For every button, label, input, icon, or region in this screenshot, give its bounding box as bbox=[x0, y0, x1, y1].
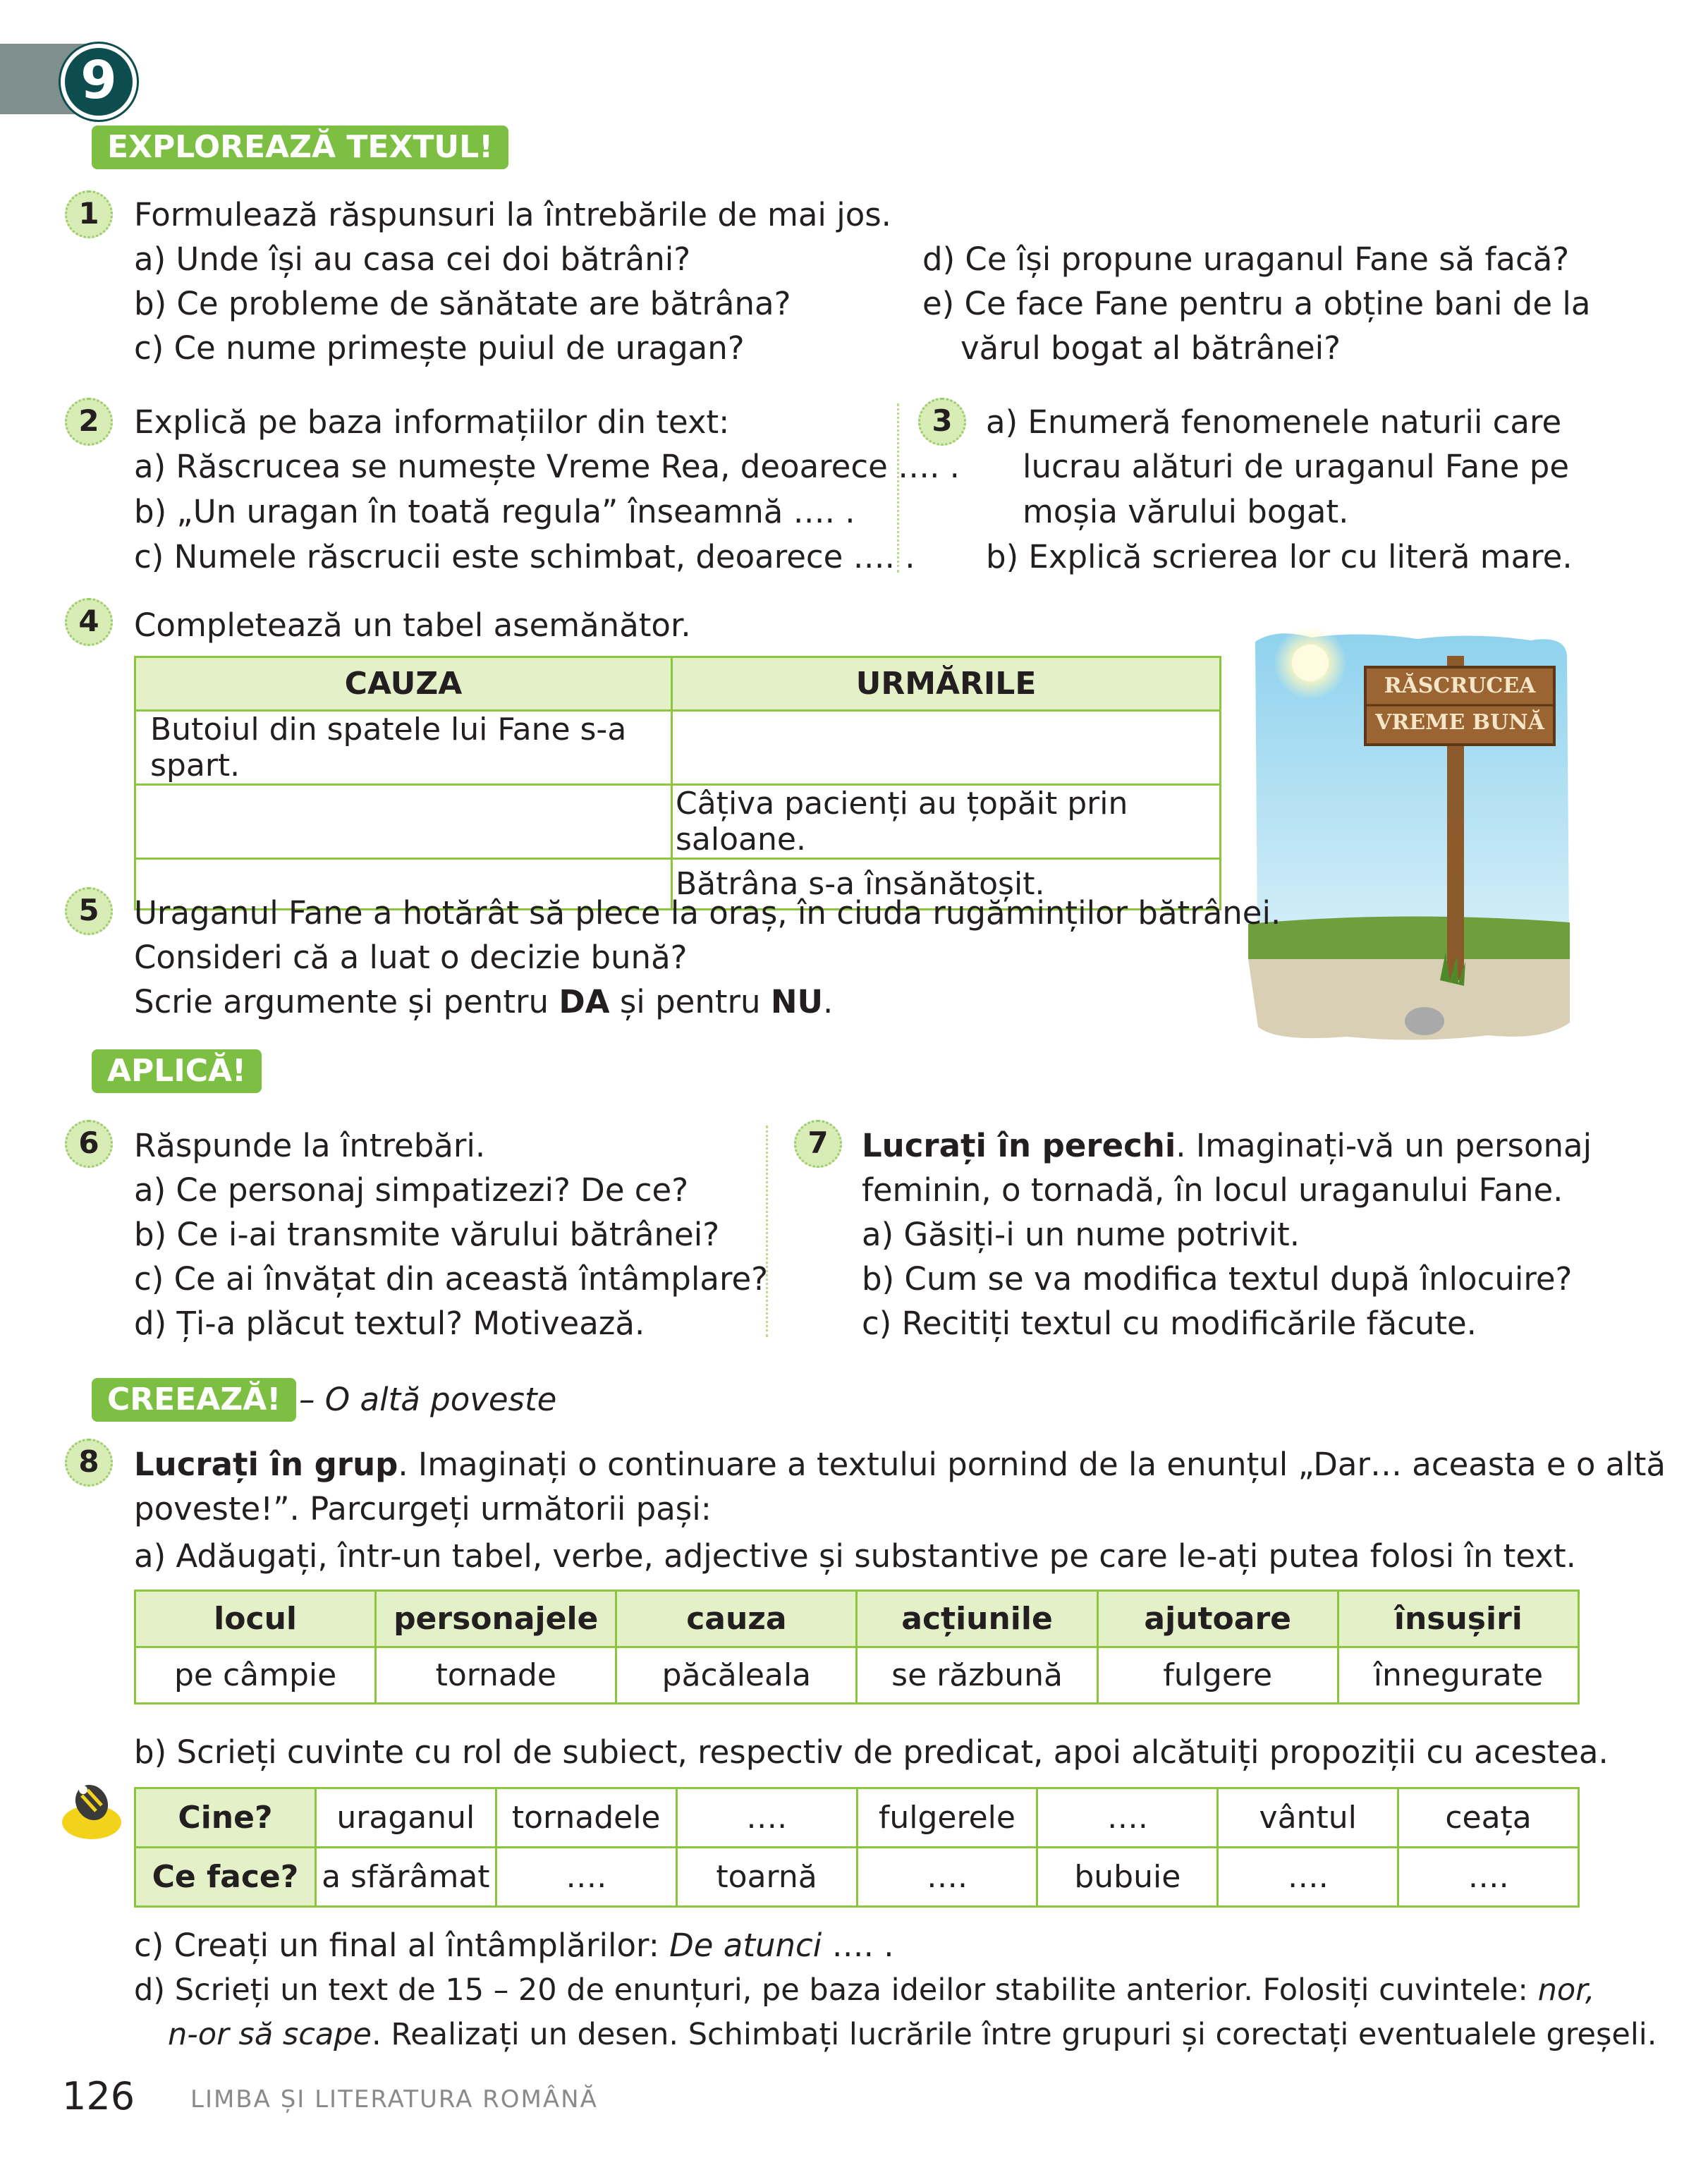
ex1-question-e-cont: vărul bogat al bătrânei? bbox=[960, 329, 1341, 367]
row-header-who: Cine? bbox=[135, 1788, 316, 1848]
exercise-number-1: 1 bbox=[65, 190, 113, 238]
lesson-badge: 9 bbox=[61, 44, 137, 120]
ex5-yes: DA bbox=[559, 983, 610, 1020]
ex8-c-italic: De atunci bbox=[669, 1927, 822, 1964]
table-cell: uraganul bbox=[315, 1788, 496, 1848]
table-cell bbox=[135, 785, 672, 859]
col-header: acțiunile bbox=[857, 1591, 1097, 1647]
ex8-line1-rest: . Imaginați o continuare a textului pornind de la enunțul „Dar… aceasta e o altă bbox=[398, 1446, 1666, 1483]
exercise-number-2: 2 bbox=[65, 398, 113, 446]
table-cell: Câțiva pacienți au țopăit prin saloane. bbox=[672, 785, 1221, 859]
ex1-question-d: d) Ce își propune uraganul Fane să facă? bbox=[922, 240, 1570, 278]
ex4-prompt: Completează un tabel asemănător. bbox=[134, 606, 691, 644]
apply-header: APLICĂ! bbox=[92, 1049, 262, 1093]
table-cell: a sfărâmat bbox=[315, 1848, 496, 1907]
divider-6-7 bbox=[766, 1126, 768, 1337]
cause-effect-table bbox=[134, 656, 1221, 910]
ex6-item-c: c) Ce ai învățat din această întâmplare? bbox=[134, 1260, 769, 1298]
story-elements-table bbox=[134, 1590, 1580, 1704]
table-cell: se răzbună bbox=[857, 1647, 1097, 1704]
ex6-item-a: a) Ce personaj simpatizezi? De ce? bbox=[134, 1171, 689, 1209]
table-cell: …. bbox=[496, 1848, 676, 1907]
exercise-number-6: 6 bbox=[65, 1120, 113, 1168]
ex3-item-b: b) Explică scrierea lor cu literă mare. bbox=[986, 538, 1573, 575]
col-header: ajutoare bbox=[1097, 1591, 1338, 1647]
subject-predicate-table bbox=[134, 1787, 1580, 1908]
ex1-question-e: e) Ce face Fane pentru a obține bani de la bbox=[922, 285, 1591, 322]
table-cell: …. bbox=[1398, 1848, 1579, 1907]
exercise-number-8: 8 bbox=[65, 1439, 113, 1487]
table-cell: toarnă bbox=[676, 1848, 857, 1907]
col-header: însușiri bbox=[1338, 1591, 1578, 1647]
table-cell: ceața bbox=[1398, 1788, 1579, 1848]
ex1-question-b: b) Ce probleme de sănătate are bătrâna? bbox=[134, 285, 791, 322]
ex5-no: NU bbox=[770, 983, 824, 1020]
ex8-item-c bbox=[134, 1924, 894, 1968]
ex7-line2: feminin, o tornadă, în locul uraganului Fane. bbox=[862, 1171, 1563, 1209]
ex8-d2-post: . Realizați un desen. Schimbați lucrările între grupuri și corectați eventualele greșeli. bbox=[372, 2017, 1657, 2052]
table-cell bbox=[672, 711, 1221, 785]
explore-header: EXPLOREAZĂ TEXTUL! bbox=[92, 126, 508, 169]
ex6-prompt: Răspunde la întrebări. bbox=[134, 1127, 486, 1164]
exercise-number-7: 7 bbox=[794, 1120, 842, 1168]
table-cell: păcăleala bbox=[616, 1647, 857, 1704]
col-header-effect: URMĂRILE bbox=[672, 657, 1221, 711]
ex2-item-c: c) Numele răscrucii este schimbat, deoarece …. . bbox=[134, 538, 915, 575]
ex3-item-a-cont1: lucrau alături de uraganul Fane pe bbox=[1023, 448, 1570, 485]
ex7-item-b: b) Cum se va modifica textul după înlocuire? bbox=[862, 1260, 1573, 1298]
ex1-question-c: c) Ce nume primește puiul de uragan? bbox=[134, 329, 745, 367]
row-header-what-does: Ce face? bbox=[135, 1848, 316, 1907]
table-cell: tornade bbox=[376, 1647, 616, 1704]
ex7-item-c: c) Recitiți textul cu modificările făcute. bbox=[862, 1305, 1477, 1342]
ex8-c-pre: c) Creați un final al întâmplărilor: bbox=[134, 1927, 670, 1964]
ex8-item-d-cont bbox=[168, 2013, 1657, 2056]
exercise-number-4: 4 bbox=[65, 598, 113, 646]
page-number: 126 bbox=[62, 2074, 135, 2118]
ex8-line1 bbox=[134, 1443, 1666, 1487]
ex3-item-a-cont2: moșia vărului bogat. bbox=[1023, 493, 1349, 530]
ex5-line3-post: . bbox=[823, 983, 834, 1020]
divider-2-3 bbox=[897, 403, 899, 573]
ex3-item-a: a) Enumeră fenomenele naturii care bbox=[986, 403, 1562, 441]
table-cell: Bătrâna s-a însănătoșit. bbox=[672, 859, 1221, 910]
ex8-item-a: a) Adăugați, într-un tabel, verbe, adjective și substantive pe care le-ați putea folosi în text. bbox=[134, 1537, 1576, 1575]
table-cell: tornadele bbox=[496, 1788, 676, 1848]
ex2-prompt: Explică pe baza informațiilor din text: bbox=[134, 403, 730, 441]
col-header-cause: CAUZA bbox=[135, 657, 672, 711]
ex6-item-b: b) Ce i-ai transmite vărului bătrânei? bbox=[134, 1216, 720, 1253]
table-cell: …. bbox=[676, 1788, 857, 1848]
ex5-line3-pre: Scrie argumente și pentru bbox=[134, 983, 559, 1020]
table-cell: înnegurate bbox=[1338, 1647, 1578, 1704]
ex7-line1 bbox=[862, 1124, 1592, 1168]
exercise-number-5: 5 bbox=[65, 887, 113, 935]
ex5-line2: Consideri că a luat o decizie bună? bbox=[134, 939, 688, 976]
table-cell: …. bbox=[857, 1848, 1037, 1907]
ex2-item-a: a) Răscrucea se numește Vreme Rea, deoarece …. . bbox=[134, 448, 960, 485]
table-cell: fulgerele bbox=[857, 1788, 1037, 1848]
subject-footer: LIMBA ȘI LITERATURA ROMÂNĂ bbox=[190, 2085, 598, 2114]
ex7-line1-rest: . Imaginați-vă un personaj bbox=[1176, 1127, 1592, 1164]
table-cell: …. bbox=[1218, 1848, 1398, 1907]
table-cell: pe câmpie bbox=[135, 1647, 376, 1704]
col-header: locul bbox=[135, 1591, 376, 1647]
ex8-d-italic: nor, bbox=[1537, 1972, 1595, 2008]
table-cell: …. bbox=[1037, 1788, 1218, 1848]
table-cell: Butoiul din spatele lui Fane s-a spart. bbox=[135, 711, 672, 785]
exercise-number-3: 3 bbox=[918, 398, 966, 446]
create-header: CREEAZĂ! bbox=[92, 1378, 296, 1422]
ex2-item-b: b) „Un uragan în toată regula” înseamnă …. . bbox=[134, 493, 855, 530]
ex5-line3-mid: și pentru bbox=[609, 983, 771, 1020]
ex6-item-d: d) Ți-a plăcut textul? Motivează. bbox=[134, 1305, 645, 1342]
sign-text-line2: VREME BUNĂ bbox=[1375, 710, 1544, 735]
table-cell: fulgere bbox=[1097, 1647, 1338, 1704]
col-header: cauza bbox=[616, 1591, 857, 1647]
crossroads-illustration bbox=[1248, 628, 1573, 1044]
ex5-line3 bbox=[134, 980, 833, 1024]
ex1-question-a: a) Unde își au casa cei doi bătrâni? bbox=[134, 240, 691, 278]
create-subtitle: – O altă poveste bbox=[299, 1381, 557, 1418]
ex7-item-a: a) Găsiți-i un nume potrivit. bbox=[862, 1216, 1300, 1253]
ex8-item-d bbox=[134, 1968, 1595, 2012]
sign-text-line1: RĂSCRUCEA bbox=[1384, 673, 1536, 698]
ex8-d2-italic: n-or să scape bbox=[168, 2017, 372, 2052]
ex8-d-pre: d) Scrieți un text de 15 – 20 de enunțuri, pe baza ideilor stabilite anterior. Folosiți cuvintele: bbox=[134, 1972, 1538, 2008]
ex1-prompt: Formulează răspunsuri la întrebările de mai jos. bbox=[134, 196, 891, 233]
table-cell: bubuie bbox=[1037, 1848, 1218, 1907]
ex5-line1: Uraganul Fane a hotărât să plece la oraș, în ciuda rugăminților bătrânei. bbox=[134, 894, 1281, 932]
ex8-task-type: Lucrați în grup bbox=[134, 1446, 398, 1483]
ex8-line2: poveste!”. Parcurgeți următorii pași: bbox=[134, 1490, 712, 1527]
table-cell: vântul bbox=[1218, 1788, 1398, 1848]
bee-icon bbox=[59, 1780, 130, 1843]
ex8-item-b: b) Scrieți cuvinte cu rol de subiect, respectiv de predicat, apoi alcătuiți propoziții cu acestea. bbox=[134, 1733, 1609, 1771]
ex8-c-post: …. . bbox=[822, 1927, 894, 1964]
col-header: personajele bbox=[376, 1591, 616, 1647]
ex7-task-type: Lucrați în perechi bbox=[862, 1127, 1176, 1164]
